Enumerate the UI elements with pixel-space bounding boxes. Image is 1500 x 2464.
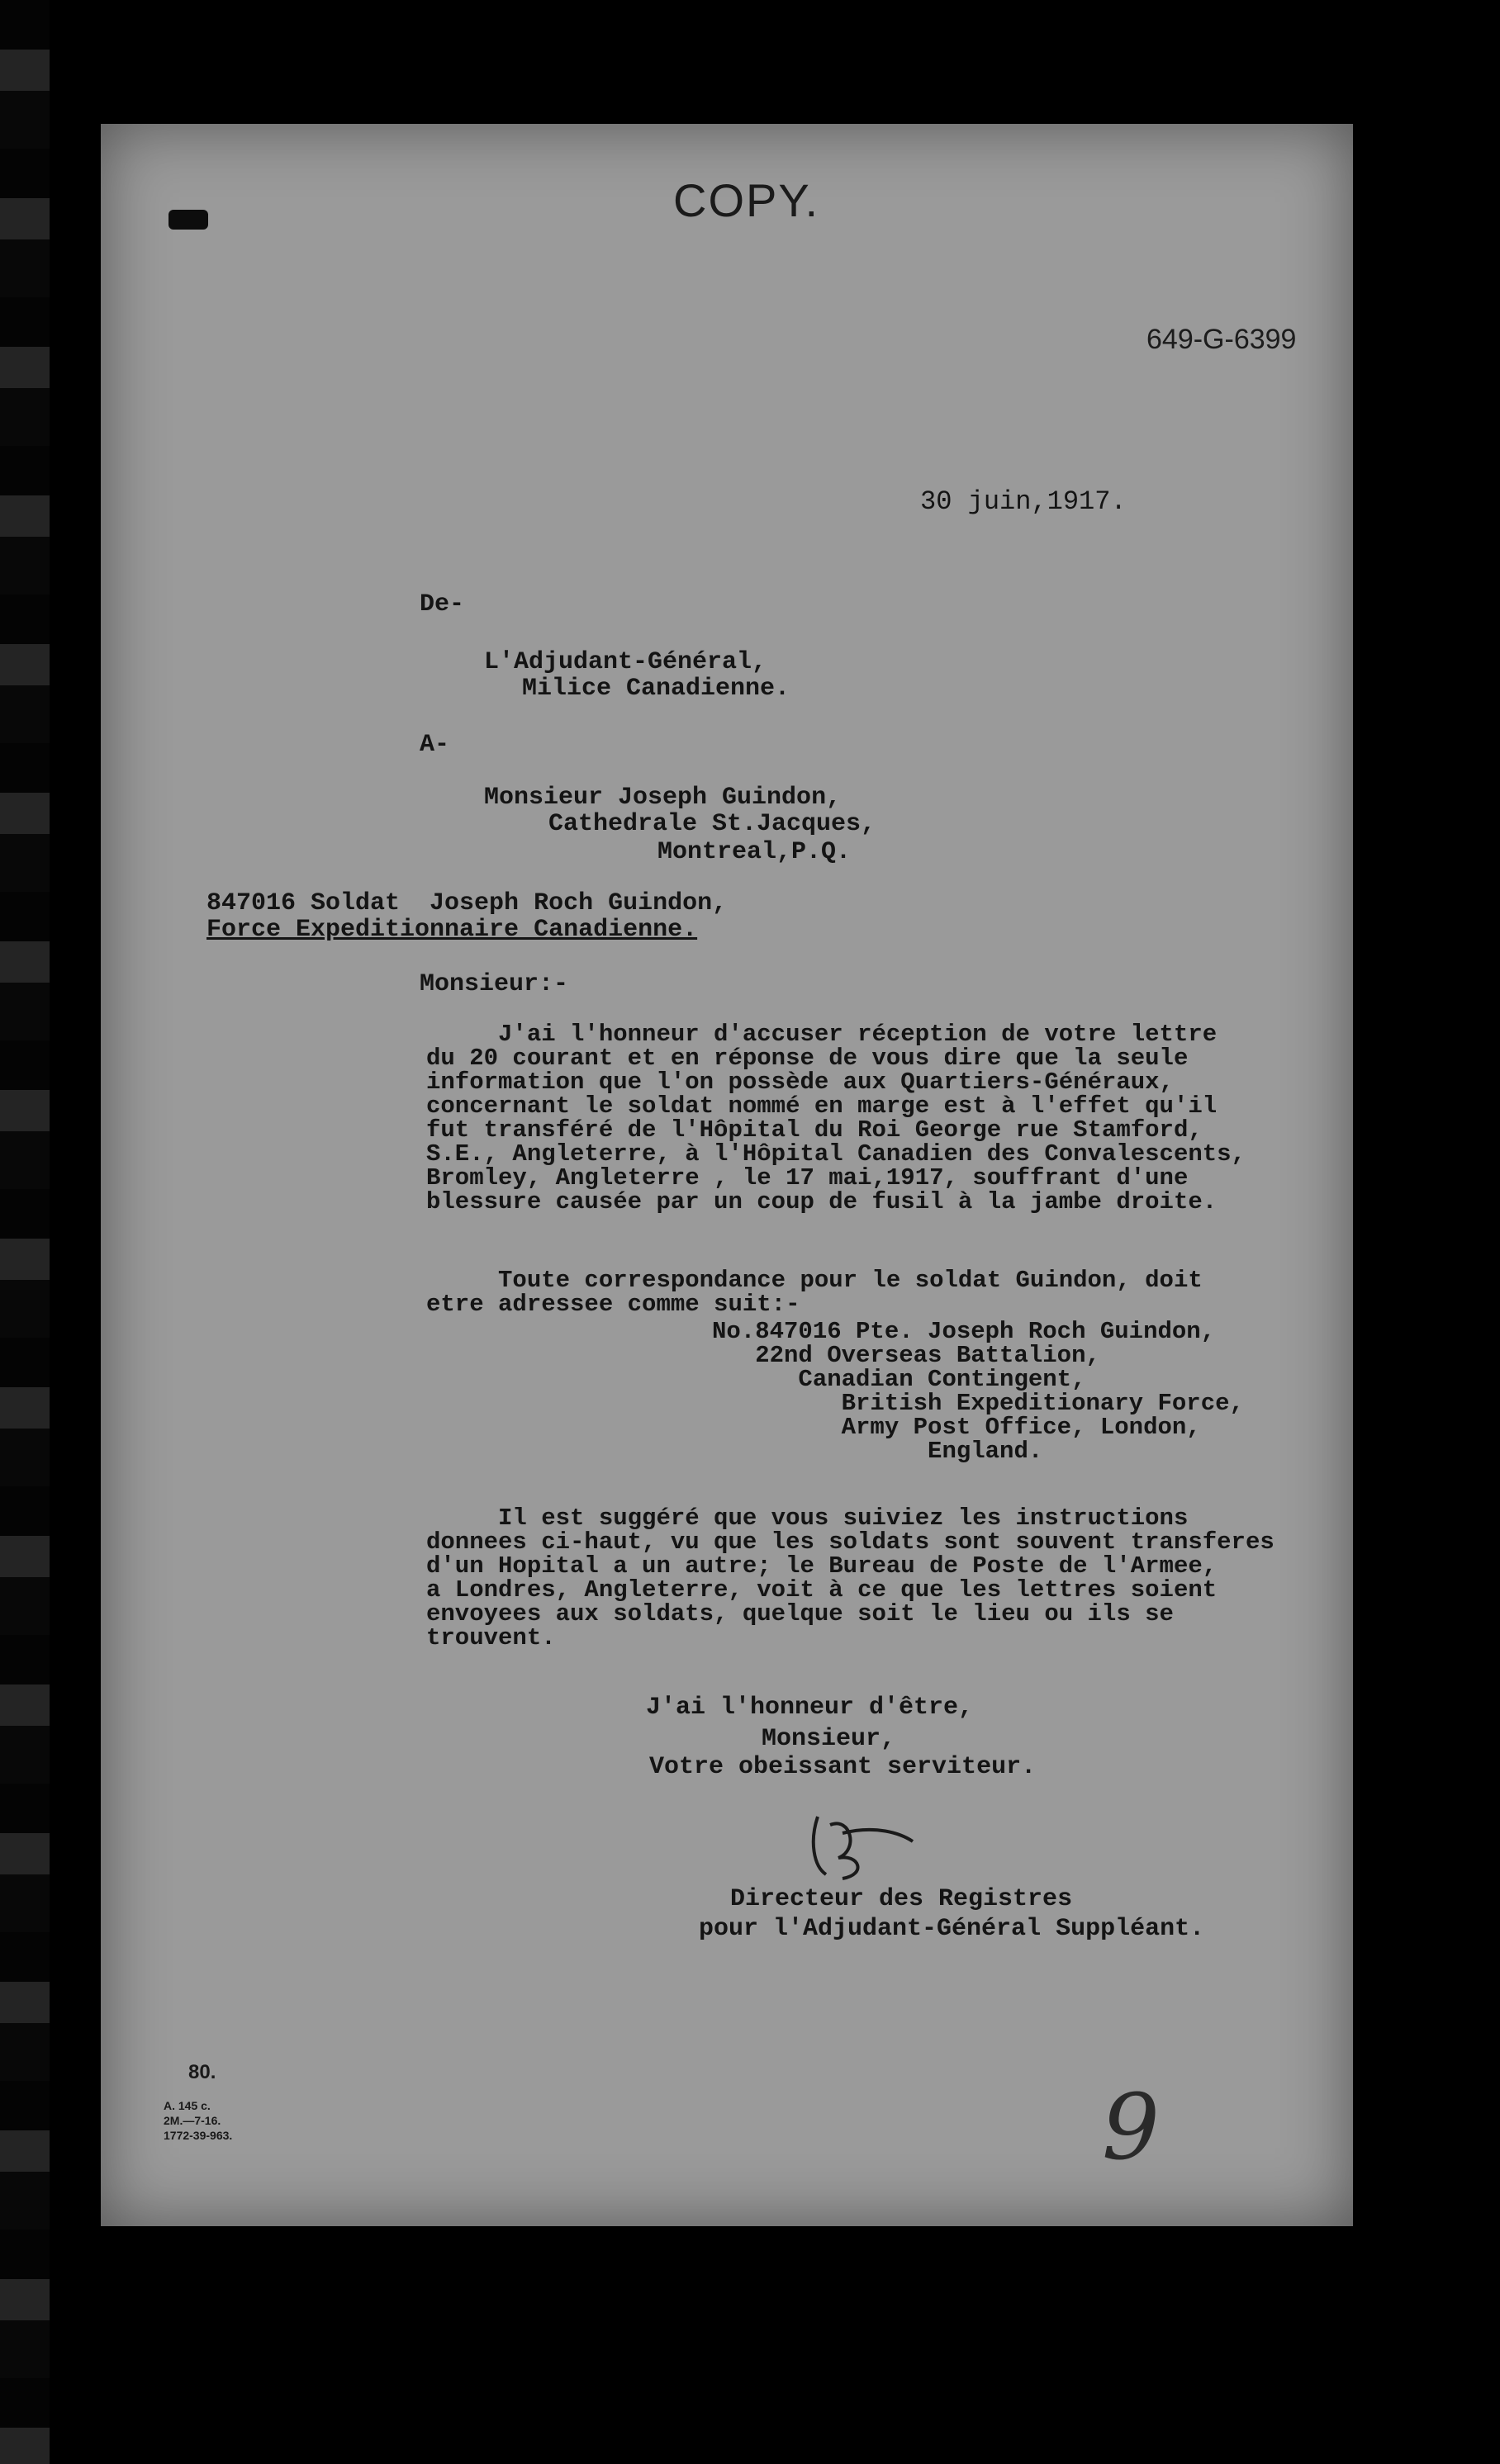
to-label: A- xyxy=(420,731,450,759)
body-paragraph-2 xyxy=(426,1268,1335,1316)
copy-title: COPY. xyxy=(673,174,820,226)
text-line: Il est suggéré que vous suiviez les instructions xyxy=(426,1504,1189,1532)
address-line: England. xyxy=(712,1438,1043,1465)
to-line-1: Monsieur Joseph Guindon, xyxy=(484,784,842,812)
text-line: Bromley, Angleterre , le 17 mai,1917, souffrant d'une xyxy=(426,1164,1189,1192)
address-line: Canadian Contingent, xyxy=(712,1366,1086,1393)
form-code-line-2: 2M.—7-16. xyxy=(164,2114,221,2127)
text-line: S.E., Angleterre, à l'Hôpital Canadien des Convalescents, xyxy=(426,1140,1246,1168)
closing-line-2: Monsieur, xyxy=(762,1725,896,1753)
to-line-2: Cathedrale St.Jacques, xyxy=(548,810,876,838)
text-line: envoyees aux soldats, quelque soit le lieu ou ils se xyxy=(426,1600,1174,1628)
form-code-line-1: A. 145 c. xyxy=(164,2099,211,2112)
form-number: 80. xyxy=(188,2061,216,2083)
text-line: du 20 courant et en réponse de vous dire que la seule xyxy=(426,1045,1189,1072)
signatory-title: Directeur des Registres xyxy=(730,1885,1073,1913)
text-line: a Londres, Angleterre, voit à ce que les lettres soient xyxy=(426,1576,1218,1604)
from-line-2: Milice Canadienne. xyxy=(522,675,790,703)
film-edge xyxy=(0,0,50,2464)
address-line: Army Post Office, London, xyxy=(712,1414,1201,1441)
text-line: fut transféré de l'Hôpital du Roi George rue Stamford, xyxy=(426,1116,1203,1144)
closing-line-1: J'ai l'honneur d'être, xyxy=(646,1694,974,1722)
letter-date: 30 juin,1917. xyxy=(920,486,1127,517)
body-paragraph-1 xyxy=(426,1022,1335,1214)
form-code-line-3: 1772-39-963. xyxy=(164,2129,233,2142)
subject-line-2: Force Expeditionnaire Canadienne. xyxy=(206,916,698,944)
to-line-3: Montreal,P.Q. xyxy=(657,838,852,866)
text-line: trouvent. xyxy=(426,1624,556,1651)
ink-blot xyxy=(169,210,208,230)
text-line: Toute correspondance pour le soldat Guindon, doit xyxy=(426,1267,1203,1294)
body-paragraph-3 xyxy=(426,1506,1368,1650)
text-line: blessure causée par un coup de fusil à la jambe droite. xyxy=(426,1188,1218,1215)
salutation: Monsieur:- xyxy=(420,970,569,998)
signatory-subtitle: pour l'Adjudant-Général Suppléant. xyxy=(699,1915,1205,1943)
text-line: etre adressee comme suit:- xyxy=(426,1291,800,1318)
text-line: information que l'on possède aux Quartiers-Généraux, xyxy=(426,1069,1174,1096)
address-line: British Expeditionary Force, xyxy=(712,1390,1244,1417)
pencil-note: 9 xyxy=(1102,2074,1160,2180)
text-line: d'un Hopital a un autre; le Bureau de Poste de l'Armee, xyxy=(426,1552,1218,1580)
text-line: J'ai l'honneur d'accuser réception de votre lettre xyxy=(426,1021,1218,1048)
forwarding-address xyxy=(712,1320,1340,1463)
subject-line-1: 847016 Soldat Joseph Roch Guindon, xyxy=(206,889,728,917)
handwritten-signature xyxy=(793,1800,917,1891)
text-line: concernant le soldat nommé en marge est à l'effet qu'il xyxy=(426,1092,1218,1120)
closing-line-3: Votre obeissant serviteur. xyxy=(649,1753,1037,1781)
from-line-1: L'Adjudant-Général, xyxy=(484,648,767,676)
file-reference: 649-G-6399 xyxy=(1146,324,1297,355)
from-label: De- xyxy=(420,590,465,618)
text-line: donnees ci-haut, vu que les soldats sont souvent transferes xyxy=(426,1528,1275,1556)
address-line: No.847016 Pte. Joseph Roch Guindon, xyxy=(712,1318,1216,1345)
address-line: 22nd Overseas Battalion, xyxy=(712,1342,1100,1369)
